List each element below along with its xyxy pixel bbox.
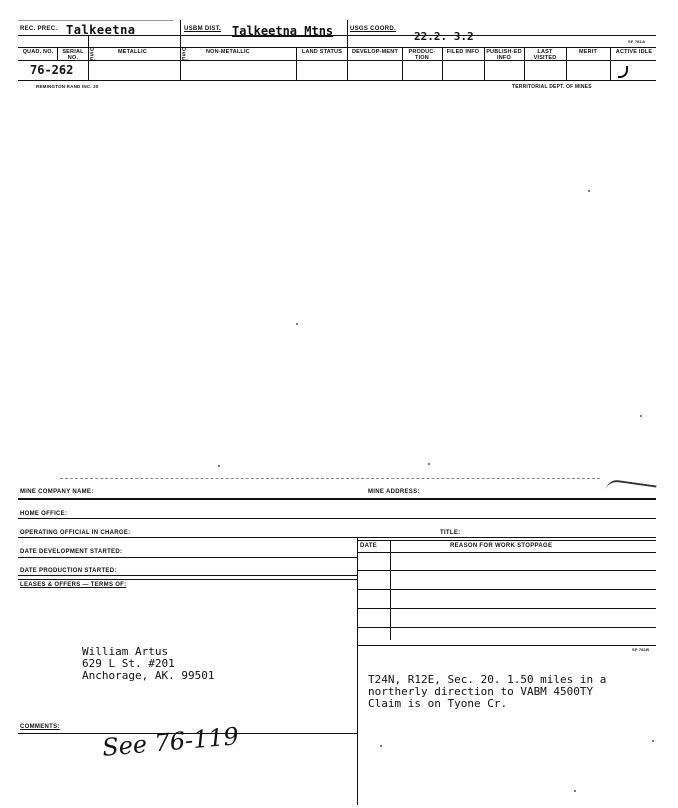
territorial-dept: TERRITORIAL DEPT. OF MINES [512, 84, 592, 90]
col-use-2: U S E- [182, 47, 188, 63]
col-filed-info: FILED INFO [446, 49, 480, 55]
usbm-dist-label: USBM DIST. [184, 26, 222, 32]
speck [640, 415, 642, 417]
pencil-mark [618, 66, 628, 78]
printer-imprint: REMINGTON RAND INC. 20 [36, 84, 99, 89]
speck [296, 323, 298, 325]
leases-label: LEASES & OFFERS — TERMS OF: [20, 582, 127, 588]
date-col-label: DATE [360, 543, 378, 549]
form-code-2: SF 781B [632, 647, 650, 652]
speck [380, 745, 382, 747]
usbm-dist-value: Talkeetna Mtns [232, 24, 334, 38]
col-active-idle: ACTIVE IDLE [615, 49, 653, 55]
speck [428, 463, 430, 465]
location-note [368, 674, 606, 710]
form-code: SF 781A [628, 39, 646, 44]
col-merit: MERIT [578, 49, 598, 55]
rec-prec-value: Talkeetna [66, 23, 136, 37]
owner-street: 629 L St. #201 [82, 657, 175, 670]
col-last-visited: LAST VISITED [533, 49, 557, 61]
location-line-2: northerly direction to VABM 4500TY [368, 685, 594, 698]
col-development: DEVELOP-MENT [351, 49, 399, 55]
location-line-3: Claim is on Tyone Cr. [368, 697, 508, 710]
speck [652, 740, 654, 742]
handwritten-reference: See 76-119 [101, 722, 240, 762]
owner-name: William Artus [82, 645, 169, 658]
col-published-info: PUBLISH-ED INFO [486, 49, 522, 61]
mine-address-label: MINE ADDRESS: [368, 489, 420, 495]
col-production: PRODUC-TION [408, 49, 436, 61]
usgs-coord-label: USGS COORD. [350, 26, 396, 32]
title-label: TITLE: [440, 530, 461, 536]
col-quad-no: QUAD. NO. [22, 49, 54, 55]
reason-col-label: REASON FOR WORK STOPPAGE [450, 543, 553, 549]
mine-company-name-label: MINE COMPANY NAME: [20, 489, 94, 495]
operating-official-label: OPERATING OFFICIAL IN CHARGE: [20, 530, 131, 536]
date-development-label: DATE DEVELOPMENT STARTED: [20, 549, 123, 555]
col-use-1: U S E- [90, 47, 96, 63]
comments-label: COMMENTS: [20, 724, 60, 730]
rec-prec-label: REC. PREC. [20, 26, 58, 32]
usgs-coord-value: 22.2. 3.2 [414, 30, 474, 43]
col-serial-no: SERIAL NO. [62, 49, 84, 61]
col-non-metallic: NON-METALLIC [206, 49, 250, 55]
location-line-1: T24N, R12E, Sec. 20. 1.50 miles in a [368, 673, 607, 686]
owner-city: Anchorage, AK. 99501 [82, 669, 215, 682]
speck [588, 190, 590, 192]
col-metallic: METALLIC [118, 49, 147, 55]
speck [218, 465, 220, 467]
quad-serial-value: 76-262 [30, 63, 74, 77]
edge-curl [605, 479, 656, 498]
col-land-status: LAND STATUS [301, 49, 343, 55]
date-production-label: DATE PRODUCTION STARTED: [20, 568, 117, 574]
owner-address [82, 646, 214, 682]
home-office-label: HOME OFFICE: [20, 511, 68, 517]
speck [574, 790, 576, 792]
